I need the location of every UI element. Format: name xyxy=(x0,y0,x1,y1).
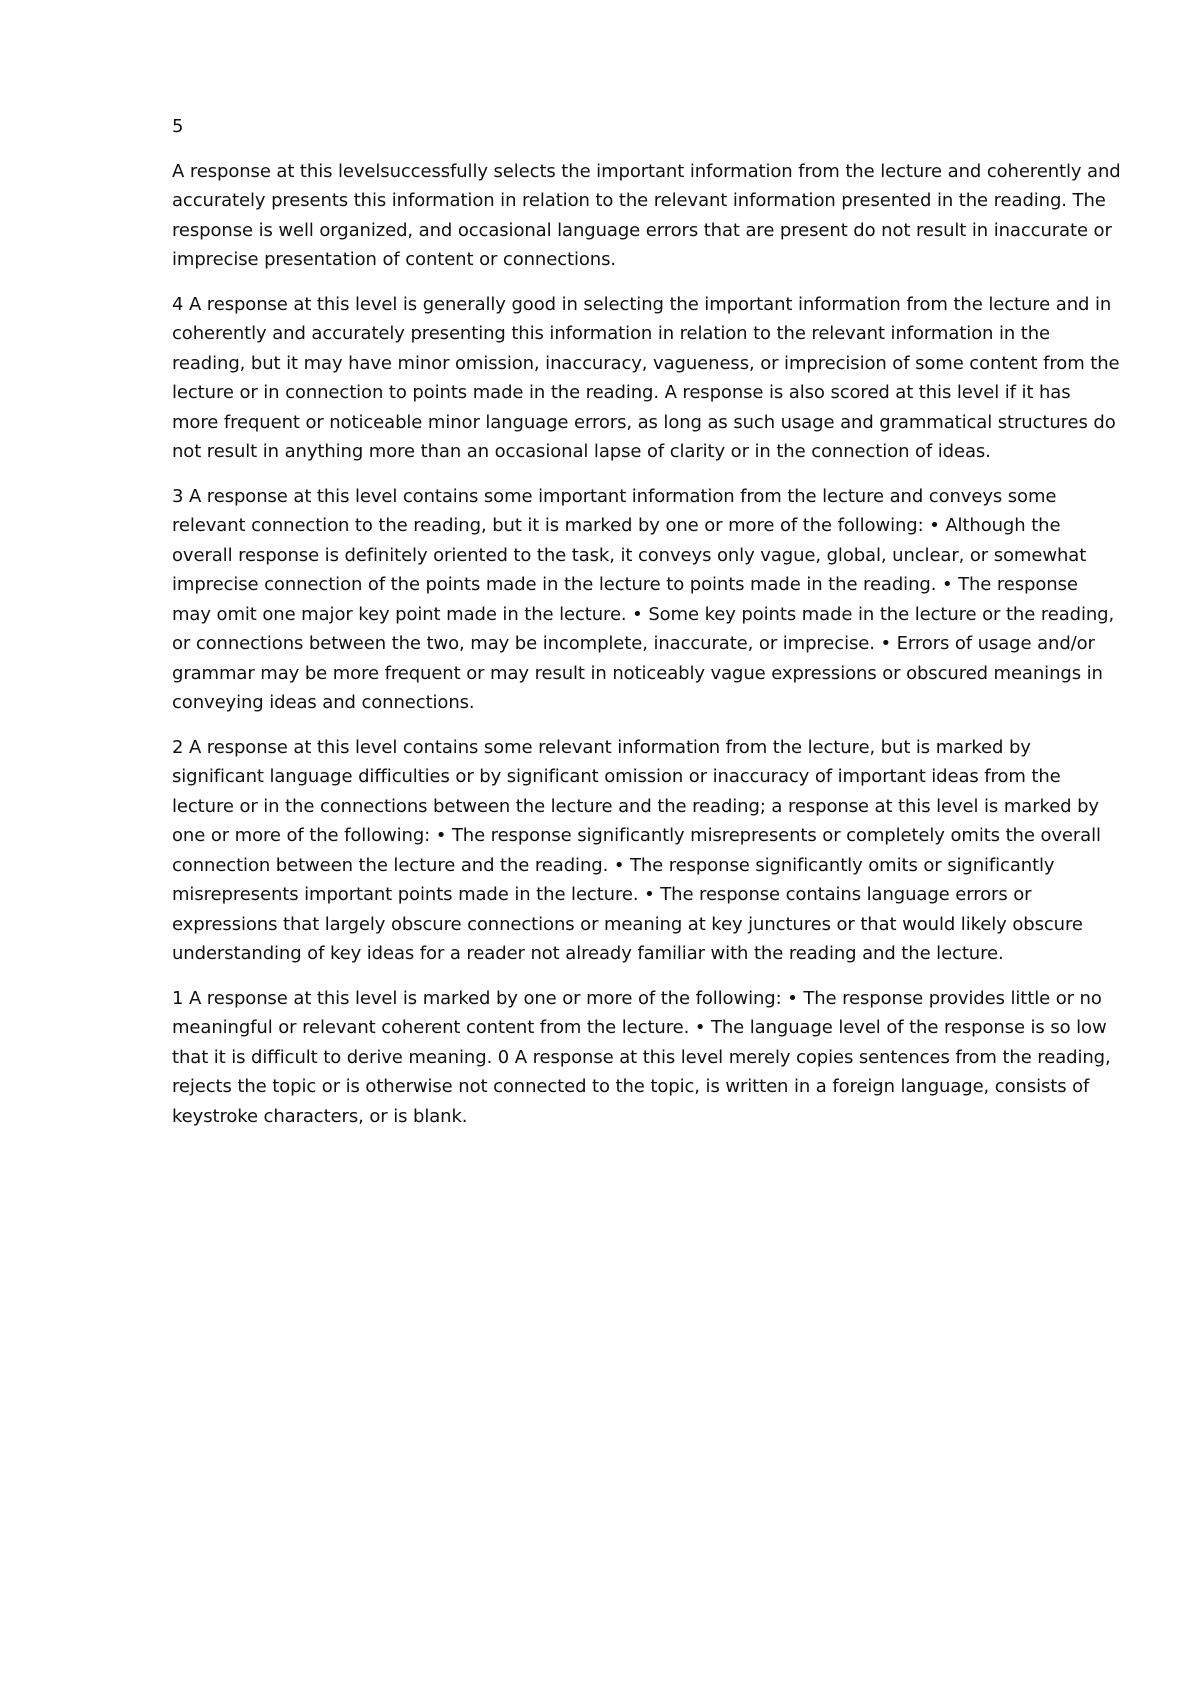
paragraph-score-1-and-0: 1 A response at this level is marked by one or more of the following: • The response provides little or no meaningful or relevant coherent content from the lecture. • The language level of the response is so low that it is difficult to derive meaning. 0 A response at this level merely copies sentences from the reading, rejects the topic or is otherwise not connected to the topic, is written in a foreign language, consists of keystroke characters, or is blank. xyxy=(172,987,1111,1127)
page-number: 5 xyxy=(172,116,184,137)
paragraph-score-5: A response at this levelsuccessfully selects the important information from the lecture and coherently and accurately presents this information in relation to the relevant information presented in the reading. The response is well organized, and occasional language errors that are present do not result in inaccurate or imprecise presentation of content or connections. xyxy=(172,160,1121,270)
document-body xyxy=(172,112,1122,1146)
paragraph-score-2: 2 A response at this level contains some relevant information from the lecture, but is marked by significant language difficulties or by significant omission or inaccuracy of important ideas from the lecture or in the connections between the lecture and the reading; a response at this level is marked by one or more of the following: • The response significantly misrepresents or completely omits the overall connection between the lecture and the reading. • The response significantly omits or significantly misrepresents important points made in the lecture. • The response contains language errors or expressions that largely obscure connections or meaning at key junctures or that would likely obscure understanding of key ideas for a reader not already familiar with the reading and the lecture. xyxy=(172,736,1101,964)
paragraph-score-3: 3 A response at this level contains some important information from the lecture and conveys some relevant connection to the reading, but it is marked by one or more of the following: • Although the overall response is definitely oriented to the task, it conveys only vague, global, unclear, or somewhat imprecise connection of the points made in the lecture to points made in the reading. • The response may omit one major key point made in the lecture. • Some key points made in the lecture or the reading, or connections between the two, may be incomplete, inaccurate, or imprecise. • Errors of usage and/or grammar may be more frequent or may result in noticeably vague expressions or obscured meanings in conveying ideas and connections. xyxy=(172,485,1115,713)
paragraph-score-4: 4 A response at this level is generally good in selecting the important information from the lecture and in coherently and accurately presenting this information in relation to the relevant information in the reading, but it may have minor omission, inaccuracy, vagueness, or imprecision of some content from the lecture or in connection to points made in the reading. A response is also scored at this level if it has more frequent or noticeable minor language errors, as long as such usage and grammatical structures do not result in anything more than an occasional lapse of clarity or in the connection of ideas. xyxy=(172,293,1120,462)
